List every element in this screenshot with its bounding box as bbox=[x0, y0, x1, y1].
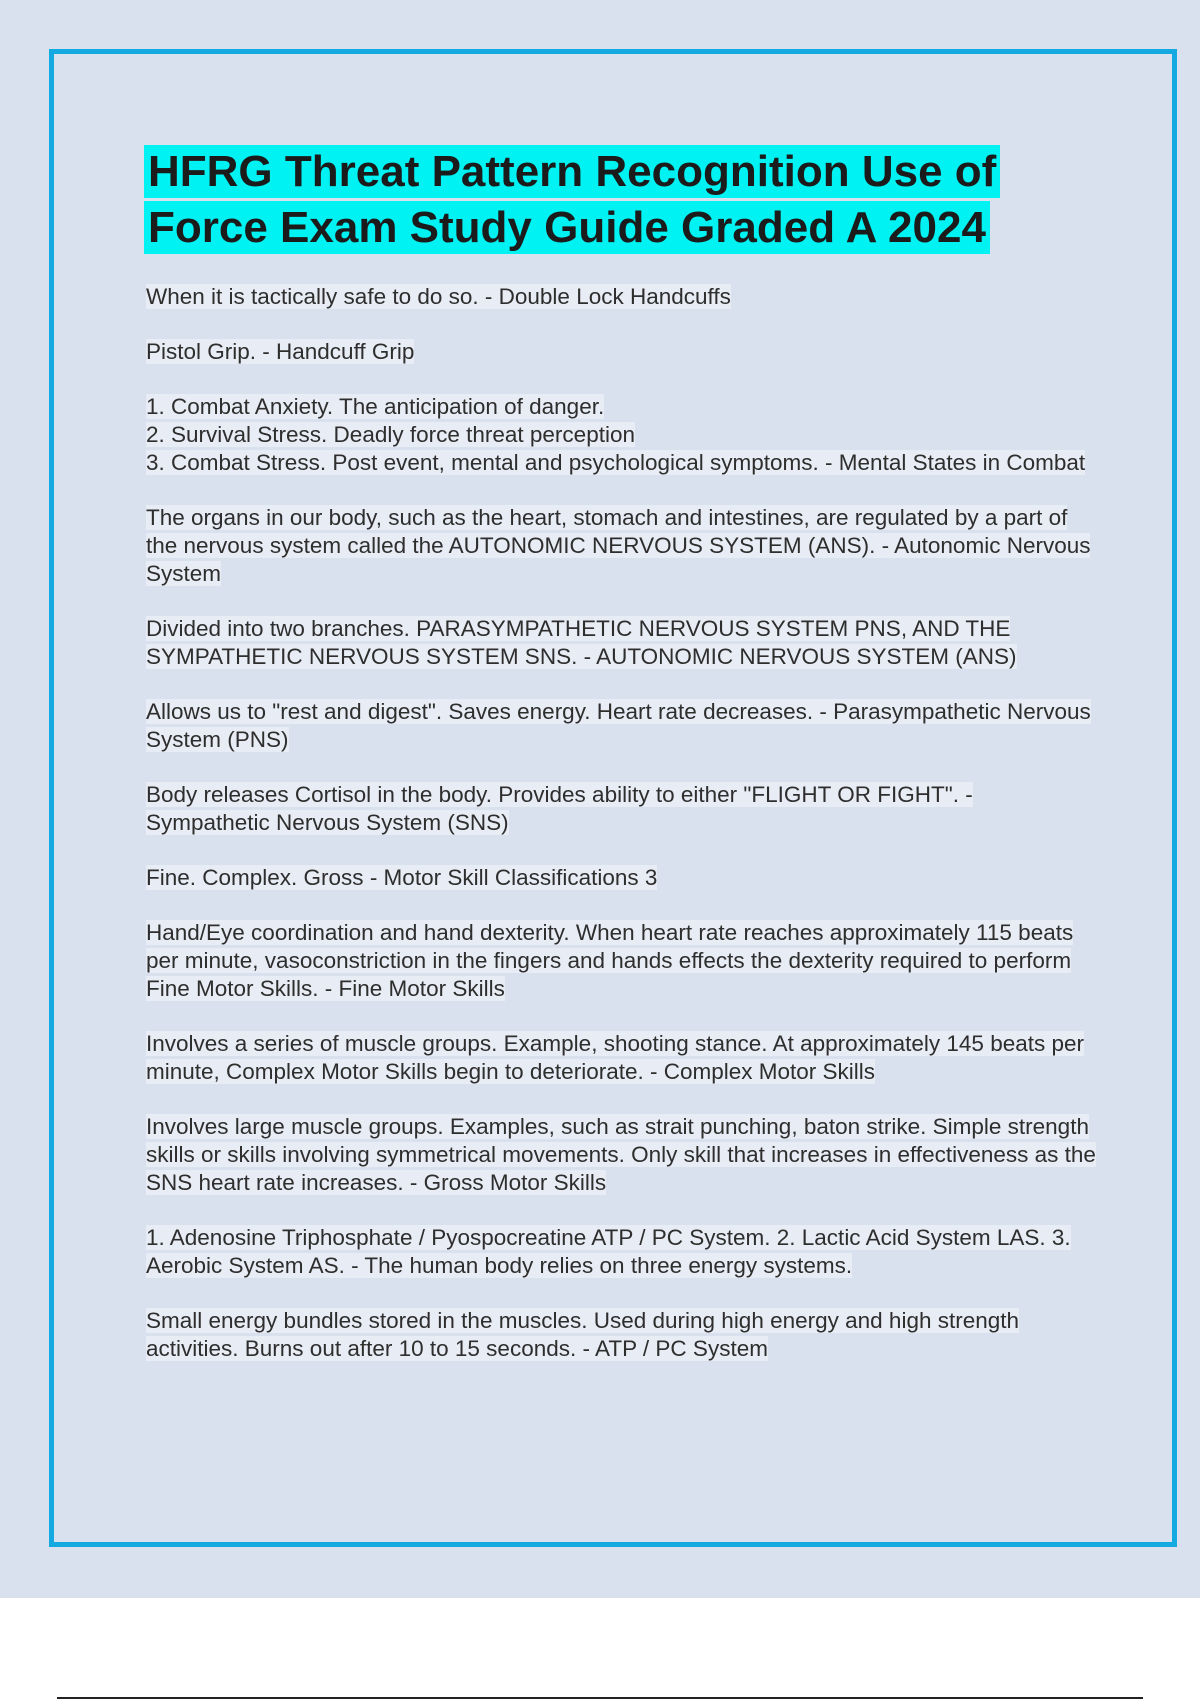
qa-text: Allows us to "rest and digest". Saves energy. Heart rate decreases. - Parasympathetic Nervous System (PNS) bbox=[146, 699, 1091, 752]
qa-text: Divided into two branches. PARASYMPATHETIC NERVOUS SYSTEM PNS, AND THE SYMPATHETIC NERVOUS SYSTEM SNS. - AUTONOMIC NERVOUS SYSTEM (ANS) bbox=[146, 616, 1017, 669]
qa-text: Small energy bundles stored in the muscles. Used during high energy and high strength activities. Burns out after 10 to 15 seconds. - ATP / PC System bbox=[146, 1308, 1020, 1361]
qa-entry bbox=[146, 338, 1096, 366]
footer-rule bbox=[57, 1697, 1143, 1699]
qa-text: 2. Survival Stress. Deadly force threat perception bbox=[146, 422, 635, 447]
qa-entry bbox=[146, 283, 1096, 311]
qa-entry bbox=[146, 504, 1096, 588]
qa-text: Pistol Grip. - Handcuff Grip bbox=[146, 339, 415, 364]
qa-text: Involves a series of muscle groups. Example, shooting stance. At approximately 145 beats per minute, Complex Motor Skills begin to deteriorate. - Complex Motor Skills bbox=[146, 1031, 1085, 1084]
qa-text: 1. Adenosine Triphosphate / Pyospocreatine ATP / PC System. 2. Lactic Acid System LAS. 3. Aerobic System AS. - The human body relies on three energy systems. bbox=[146, 1225, 1071, 1278]
qa-text: When it is tactically safe to do so. - Double Lock Handcuffs bbox=[146, 284, 731, 309]
qa-text: Body releases Cortisol in the body. Provides ability to either "FLIGHT OR FIGHT". - Sympathetic Nervous System (SNS) bbox=[146, 782, 973, 835]
qa-entry bbox=[146, 1307, 1096, 1363]
qa-text: Hand/Eye coordination and hand dexterity. When heart rate reaches approximately 115 beats per minute, vasoconstriction in the fingers and hands effects the dexterity required to perform Fine Motor Skills. - Fine Motor Skills bbox=[146, 920, 1074, 1001]
document-content bbox=[146, 144, 1096, 1390]
qa-entry bbox=[146, 1113, 1096, 1197]
qa-entry bbox=[146, 781, 1096, 837]
qa-text: 3. Combat Stress. Post event, mental and psychological symptoms. - Mental States in Combat bbox=[146, 450, 1086, 475]
qa-entry bbox=[146, 698, 1096, 754]
qa-entry bbox=[146, 919, 1096, 1003]
qa-entry bbox=[146, 864, 1096, 892]
qa-text: 1. Combat Anxiety. The anticipation of danger. bbox=[146, 394, 605, 419]
qa-entry bbox=[146, 1224, 1096, 1280]
qa-text: Fine. Complex. Gross - Motor Skill Classifications 3 bbox=[146, 865, 658, 890]
document-title bbox=[146, 144, 1096, 256]
qa-text: Involves large muscle groups. Examples, such as strait punching, baton strike. Simple strength skills or skills involving symmetrical movements. Only skill that increases in effectiveness as the SNS heart rate increases. - Gross Motor Skills bbox=[146, 1114, 1096, 1195]
title-highlight: HFRG Threat Pattern Recognition Use of Force Exam Study Guide Graded A 2024 bbox=[148, 147, 997, 252]
qa-entry bbox=[146, 615, 1096, 671]
qa-entry bbox=[146, 1030, 1096, 1086]
qa-text: The organs in our body, such as the heart, stomach and intestines, are regulated by a part of the nervous system called the AUTONOMIC NERVOUS SYSTEM (ANS). - Autonomic Nervous System bbox=[146, 505, 1091, 586]
qa-entry bbox=[146, 393, 1096, 477]
